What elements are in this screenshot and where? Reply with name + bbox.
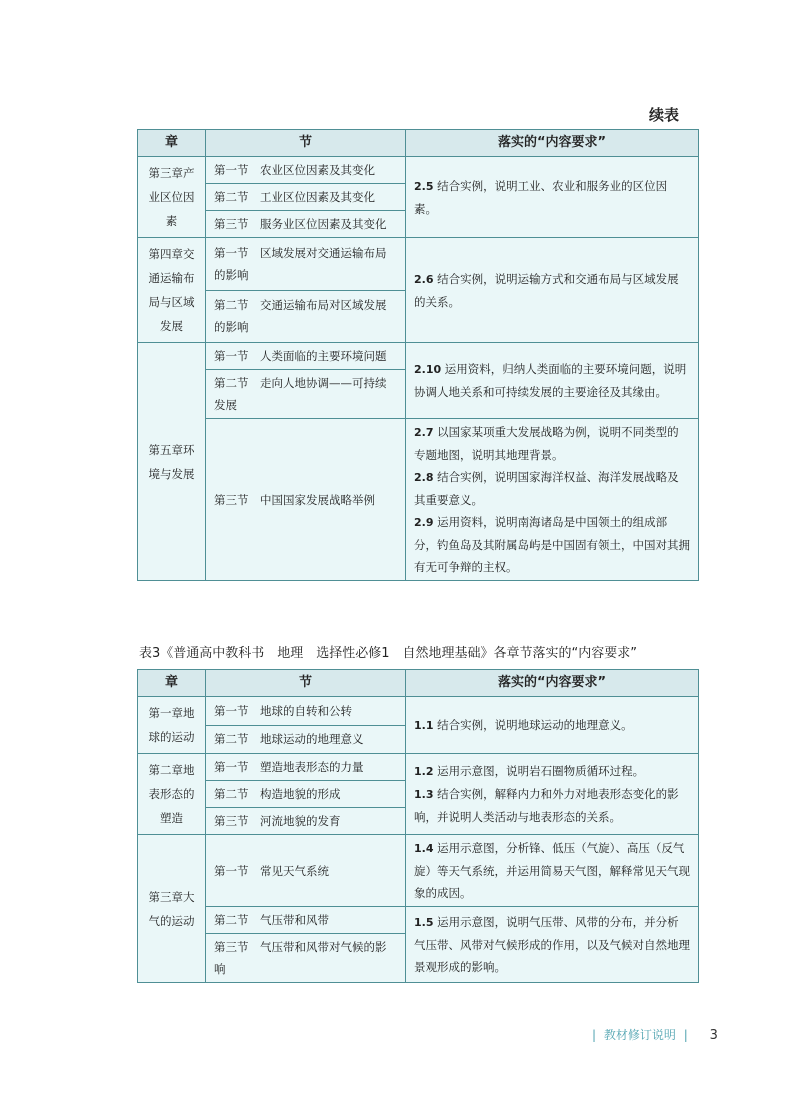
- header-requirement: 落实的“内容要求”: [406, 130, 699, 157]
- chapter-cell: 第三章产业区位因素: [138, 157, 206, 238]
- section-cell: 第一节 区域发展对交通运输布局的影响: [206, 238, 406, 291]
- header-section: 节: [206, 130, 406, 157]
- requirement-text: 运用资料，说明南海诸岛是中国领土的组成部分，钓鱼岛及其附属岛屿是中国固有领土，中国对其拥有无可争辩的主权。: [414, 515, 690, 574]
- requirement-text: 运用示意图，说明岩石圈物质循环过程。: [437, 764, 645, 778]
- header-section: 节: [206, 670, 406, 697]
- page-number: 3: [709, 1028, 718, 1043]
- table-caption: 表3《普通高中教科书 地理 选择性必修1 自然地理基础》各章节落实的“内容要求”: [139, 646, 638, 661]
- requirement-cell: [406, 835, 699, 907]
- table-row: [138, 754, 699, 781]
- section-cell: 第二节 工业区位因素及其变化: [206, 184, 406, 211]
- footer-divider: |: [683, 1028, 688, 1042]
- continued-label: 续表: [649, 106, 680, 124]
- requirement-cell: [406, 907, 699, 983]
- requirement-text: 结合实例，说明地球运动的地理意义。: [437, 717, 633, 732]
- requirement-number: 2.8: [414, 471, 434, 484]
- chapter-cell: 第三章大气的运动: [138, 835, 206, 983]
- requirement-text: 结合实例，解释内力和外力对地表形态变化的影响，并说明人类活动与地表形态的关系。: [414, 787, 679, 824]
- table-row: [138, 697, 699, 726]
- requirement-text: 结合实例，说明运输方式和交通布局与区域发展的关系。: [414, 271, 679, 309]
- header-requirement: 落实的“内容要求”: [406, 670, 699, 697]
- section-cell: 第二节 气压带和风带: [206, 907, 406, 934]
- table-row: [138, 907, 699, 934]
- requirement-number: 2.10: [414, 363, 442, 376]
- table-row: [138, 419, 699, 581]
- header-chapter: 章: [138, 670, 206, 697]
- section-cell: 第一节 塑造地表形态的力量: [206, 754, 406, 781]
- section-cell: 第一节 人类面临的主要环境问题: [206, 343, 406, 370]
- section-cell: 第一节 常见天气系统: [206, 835, 406, 907]
- table-row: [138, 157, 699, 184]
- requirement-number: 1.2: [414, 765, 434, 778]
- requirement-number: 2.9: [414, 516, 434, 529]
- requirement-number: 2.6: [414, 272, 434, 286]
- requirement-cell: [406, 419, 699, 581]
- section-cell: 第二节 构造地貌的形成: [206, 781, 406, 808]
- table-row: [138, 238, 699, 291]
- requirement-text: 结合实例，说明工业、农业和服务业的区位因素。: [414, 178, 668, 216]
- table-3: [137, 669, 699, 983]
- chapter-cell: 第四章交通运输布局与区域发展: [138, 238, 206, 343]
- chapter-cell: 第五章环境与发展: [138, 343, 206, 581]
- requirement-number: 1.1: [414, 718, 434, 732]
- requirement-cell: [406, 157, 699, 238]
- page-footer: [588, 1026, 718, 1043]
- chapter-cell: 第二章地表形态的塑造: [138, 754, 206, 835]
- requirement-text: 以国家某项重大发展战略为例，说明不同类型的专题地图，说明其地理背景。: [414, 425, 679, 462]
- section-cell: 第三节 气压带和风带对气候的影响: [206, 934, 406, 983]
- table-header-row: [138, 130, 699, 157]
- requirement-text: 运用示意图，分析锋、低压（气旋）、高压（反气旋）等天气系统，并运用简易天气图，解释常见天气现象的成因。: [414, 841, 690, 900]
- header-chapter: 章: [138, 130, 206, 157]
- footer-title: 教材修订说明: [603, 1028, 676, 1042]
- chapter-cell: 第一章地球的运动: [138, 697, 206, 754]
- requirement-text: 运用示意图，说明气压带、风带的分布，并分析气压带、风带对气候形成的作用，以及气候对自然地理景观形成的影响。: [414, 915, 690, 974]
- table-row: [138, 835, 699, 907]
- table-header-row: [138, 670, 699, 697]
- section-cell: 第二节 走向人地协调——可持续发展: [206, 370, 406, 419]
- table-continued: [137, 129, 699, 581]
- requirement-text: 结合实例，说明国家海洋权益、海洋发展战略及其重要意义。: [414, 470, 679, 507]
- requirement-cell: [406, 754, 699, 835]
- section-cell: 第一节 地球的自转和公转: [206, 697, 406, 726]
- requirement-cell: [406, 343, 699, 419]
- requirement-cell: [406, 238, 699, 343]
- requirement-number: 2.7: [414, 426, 434, 439]
- requirement-text: 运用资料，归纳人类面临的主要环境问题，说明协调人地关系和可持续发展的主要途径及其缘由。: [414, 362, 687, 399]
- requirement-cell: [406, 697, 699, 754]
- section-cell: 第二节 地球运动的地理意义: [206, 725, 406, 754]
- section-cell: 第一节 农业区位因素及其变化: [206, 157, 406, 184]
- footer-divider: |: [592, 1028, 597, 1042]
- requirement-number: 2.5: [414, 179, 434, 193]
- section-cell: 第二节 交通运输布局对区域发展的影响: [206, 290, 406, 343]
- requirement-number: 1.5: [414, 916, 434, 929]
- section-cell: 第三节 中国国家发展战略举例: [206, 419, 406, 581]
- section-cell: 第三节 服务业区位因素及其变化: [206, 211, 406, 238]
- section-cell: 第三节 河流地貌的发育: [206, 808, 406, 835]
- table-row: [138, 343, 699, 370]
- requirement-number: 1.3: [414, 788, 434, 801]
- requirement-number: 1.4: [414, 842, 434, 855]
